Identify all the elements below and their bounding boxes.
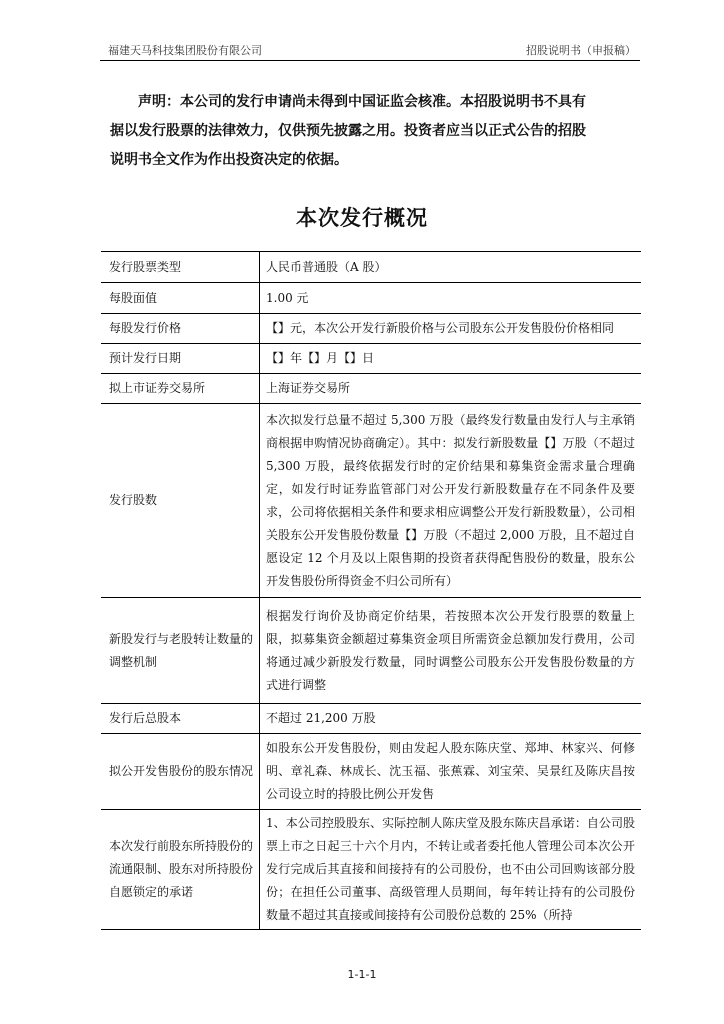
table-row: [101, 598, 641, 704]
row-label: 每股面值: [101, 283, 260, 314]
row-value: 【】年【】月【】日: [260, 344, 642, 374]
header-company-name: 福建天马科技集团股份有限公司: [108, 44, 262, 57]
row-label: 发行股数: [101, 404, 260, 598]
header-rule: [100, 60, 640, 61]
row-value: 如股东公开发售股份，则由发起人股东陈庆堂、郑坤、林家兴、何修明、章礼森、林成长、沈玉福、张蕉霖、刘宝荣、吴景红及陈庆昌按公司设立时的持股比例公开发售: [260, 734, 642, 810]
row-label: 预计发行日期: [101, 344, 260, 374]
row-value: 上海证券交易所: [260, 374, 642, 404]
statement-line: 据以发行股票的法律效力，仅供预先披露之用。投资者应当以正式公告的招股: [110, 123, 586, 139]
page-number: 1-1-1: [347, 968, 377, 981]
table-row: [101, 374, 641, 404]
row-value: 1、本公司控股股东、实际控制人陈庆堂及股东陈庆昌承诺：自公司股票上市之日起三十六个月内，不转让或者委托他人管理公司本次公开发行完成后其直接和间接持有的公司股份，也不由公司回购该部分股份；在担任公司董事、高级管理人员期间，每年转让持有的公司股份数量不超过其直接或间接持有公司股份总数的 25%（所持: [260, 810, 642, 930]
row-label: 拟上市证券交易所: [101, 374, 260, 404]
row-value: 人民币普通股（A 股）: [260, 252, 642, 283]
table-row: [101, 344, 641, 374]
row-label: 拟公开发售股份的股东情况: [101, 734, 260, 810]
row-value: 本次拟发行总量不超过 5,300 万股（最终发行数量由发行人与主承销商根据申购情况协商确定）。其中：拟发行新股数量【】万股（不超过 5,300 万股，最终依据发行时的定价结果和募集资金需求量合理确定，如发行时证券监管部门对公开发行新股数量存在不同条件及要求，公司将依据相关条件和要求相应调整公开发行新股数量），公司相关股东公开发售股份数量【】万股（不超过 2,000 万股，且不超过自愿设定 12 个月及以上限售期的投资者获得配售股份的数量，股东公开发售股份所得资金不归公司所有）: [260, 404, 642, 598]
row-value: 1.00 元: [260, 283, 642, 314]
table-row: [101, 404, 641, 598]
row-label: 每股发行价格: [101, 314, 260, 344]
table-row: [101, 283, 641, 314]
statement-line: 声明：本公司的发行申请尚未得到中国证监会核准。本招股说明书不具有: [138, 94, 586, 110]
disclaimer-statement: [110, 88, 630, 175]
row-label: 发行股票类型: [101, 252, 260, 283]
row-label: 发行后总股本: [101, 704, 260, 734]
row-value: 不超过 21,200 万股: [260, 704, 642, 734]
row-label: 本次发行前股东所持股份的流通限制、股东对所持股份自愿锁定的承诺: [101, 810, 260, 930]
row-value: 【】元，本次公开发行新股价格与公司股东公开发售股份价格相同: [260, 314, 642, 344]
table-row: [101, 704, 641, 734]
row-label: 新股发行与老股转让数量的调整机制: [101, 598, 260, 704]
table-row: [101, 252, 641, 283]
table-row: [101, 314, 641, 344]
offering-summary-table: [101, 251, 641, 930]
header-document-type: 招股说明书（申报稿）: [526, 44, 636, 57]
row-value: 根据发行询价及协商定价结果，若按照本次公开发行股票的数量上限，拟募集资金额超过募集资金项目所需资金总额加发行费用，公司将通过减少新股发行数量，同时调整公司股东公开发售股份数量的方式进行调整: [260, 598, 642, 704]
section-title: 本次发行概况: [296, 206, 428, 230]
table-row: [101, 810, 641, 930]
statement-line: 说明书全文作为作出投资决定的依据。: [110, 152, 348, 168]
table-row: [101, 734, 641, 810]
